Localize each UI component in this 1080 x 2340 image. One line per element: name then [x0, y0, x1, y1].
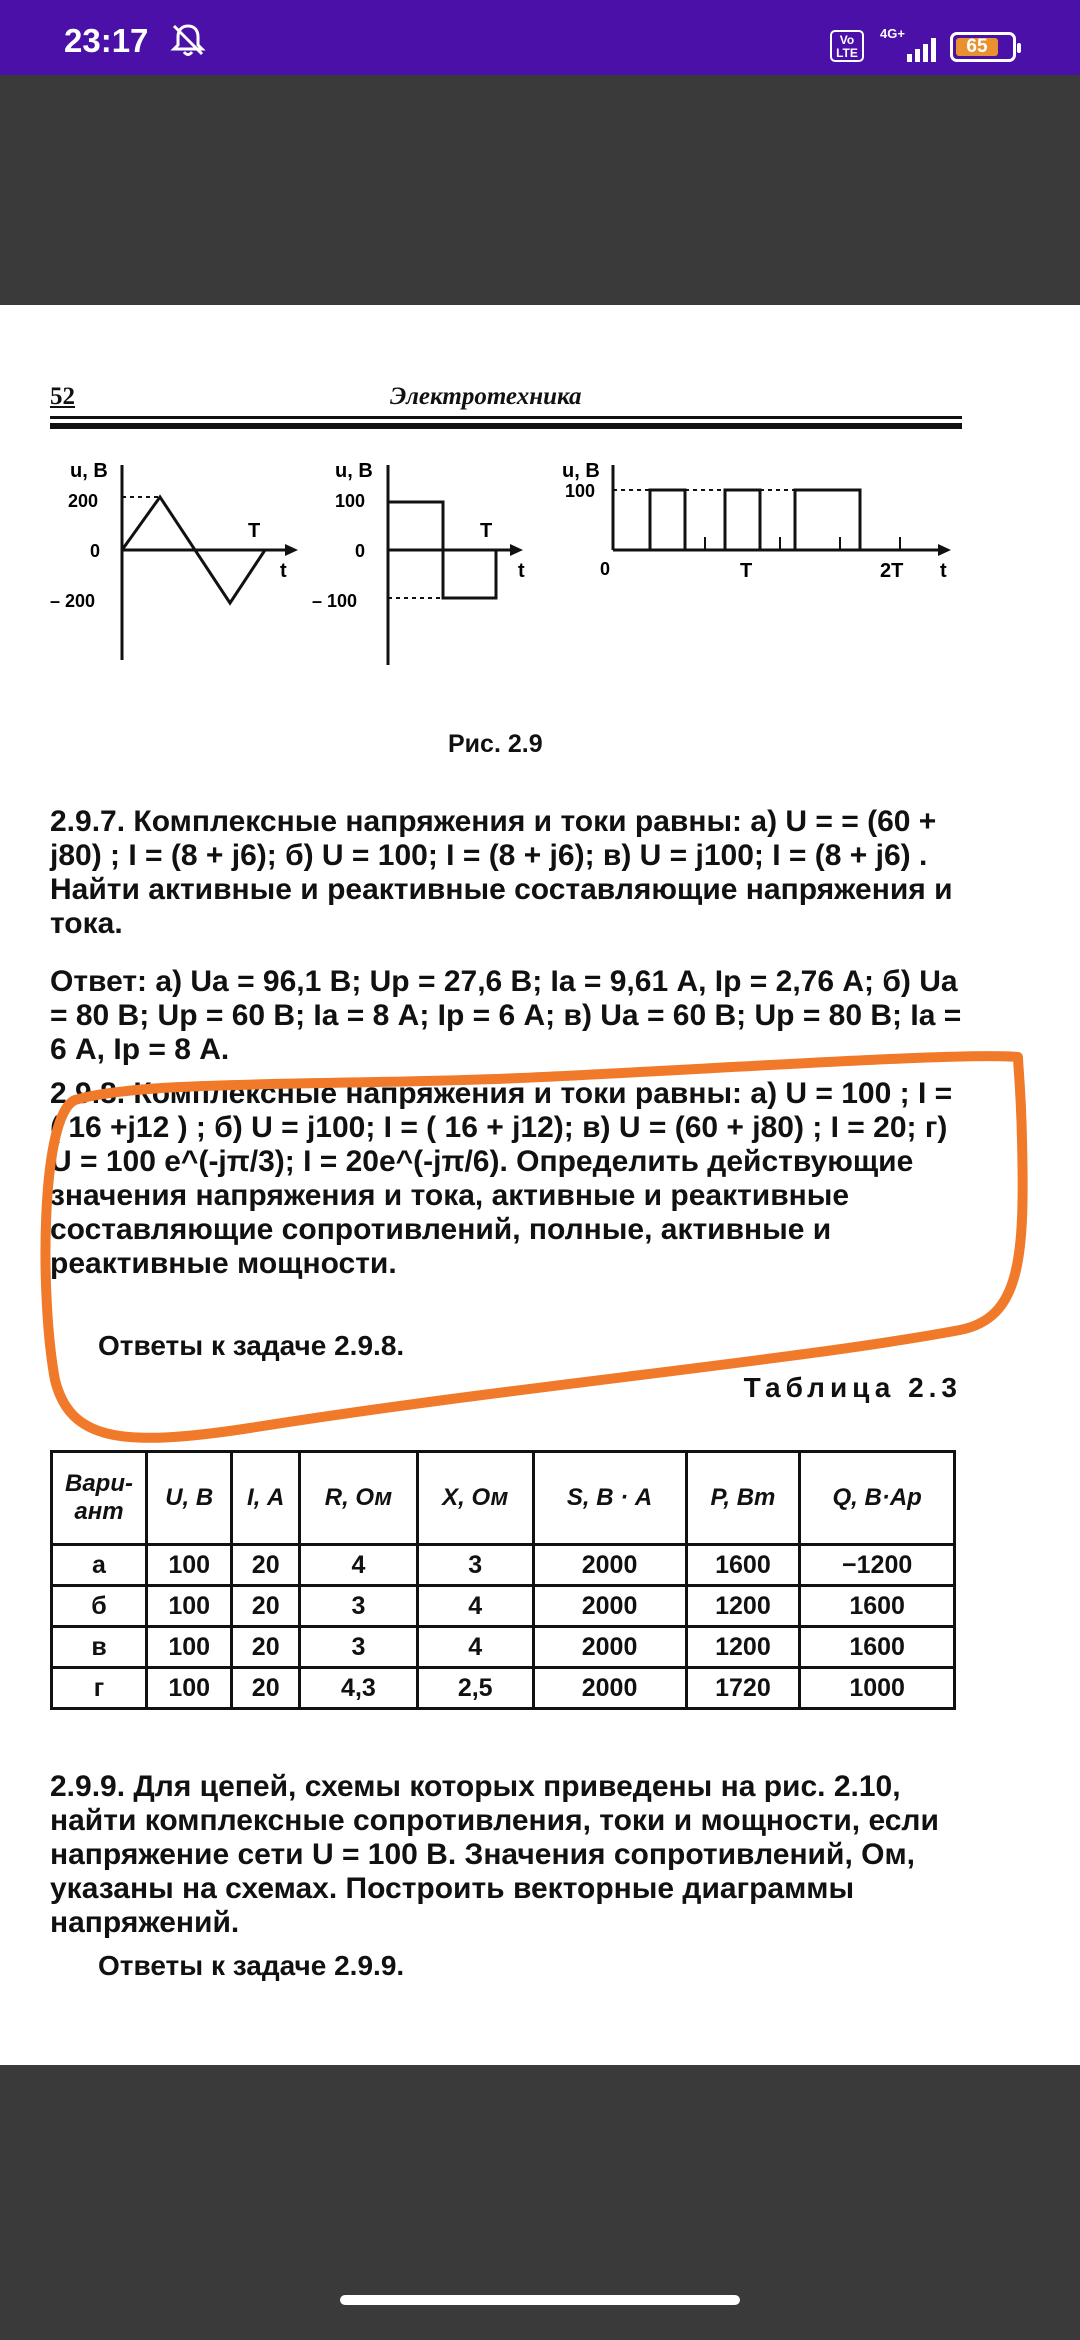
table-row	[52, 1627, 955, 1668]
table-cell: 20	[232, 1627, 300, 1668]
col-i: I, А	[232, 1452, 300, 1545]
col-u: U, В	[147, 1452, 232, 1545]
table-header-row	[52, 1452, 955, 1545]
table-cell: 1600	[686, 1545, 800, 1586]
plot-square	[312, 460, 525, 665]
plot-pulse	[562, 460, 951, 582]
col-r: R, Ом	[299, 1452, 417, 1545]
battery-level: 65	[966, 36, 988, 57]
table-cell: в	[52, 1627, 147, 1668]
table-cell: 20	[232, 1586, 300, 1627]
answers-label-2-9-9: Ответы к задаче 2.9.9.	[98, 1950, 405, 1981]
answer-2-9-7: Ответ: а) Uа = 96,1 В; Uр = 27,6 В; Iа = 9,61 А, Iр = 2,76 А; б) Uа = 80 В; Uр = 60 В; Iа = 8 А; Iр = 6 А; в) Uа = 60 В; Uр = 80 В; Iа = 6 А, Iр = 8 А.	[50, 965, 962, 1066]
table-cell: 4	[299, 1545, 417, 1586]
battery-icon	[950, 32, 1016, 62]
plot2-xlabel: t	[518, 560, 525, 582]
network-type: 4G+	[880, 26, 905, 41]
status-bar	[0, 0, 1080, 75]
plot2-ylabel: u, B	[335, 460, 373, 482]
page-title: Электротехника	[390, 383, 582, 410]
figure-caption: Рис. 2.9	[448, 730, 543, 758]
mute-icon	[168, 20, 208, 60]
table-cell: 2,5	[417, 1668, 533, 1709]
col-x: X, Ом	[417, 1452, 533, 1545]
plot1-tick-200: 200	[68, 491, 99, 511]
plot3-origin: 0	[600, 559, 611, 579]
col-variant: Вари-ант	[52, 1452, 147, 1545]
table-cell: 1200	[686, 1586, 800, 1627]
table-cell: 1600	[800, 1586, 955, 1627]
waveform-figure	[40, 455, 980, 675]
table-cell: 1000	[800, 1668, 955, 1709]
col-q: Q, В·Ар	[800, 1452, 955, 1545]
table-cell: 20	[232, 1668, 300, 1709]
table-cell: 2000	[533, 1627, 686, 1668]
table-cell: 2000	[533, 1545, 686, 1586]
problem-2-9-9: 2.9.9. Для цепей, схемы которых приведены на рис. 2.10, найти комплексные сопротивления, токи и мощности, если напряжение сети U = 100 В. Значения сопротивлений, Ом, указаны на схемах. Построить векторные диаграммы напряжений.	[50, 1770, 939, 1939]
table-cell: 2000	[533, 1586, 686, 1627]
problem-2-9-7: 2.9.7. Комплексные напряжения и токи равны: а) U = = (60 + j80) ; I = (8 + j6); б) U = 100; I = (8 + j6); в) U = j100; I = (8 + j6) . Найти активные и реактивные составляющие напряжения и тока.	[50, 805, 953, 940]
table-cell: а	[52, 1545, 147, 1586]
table-cell: 20	[232, 1545, 300, 1586]
table-cell: г	[52, 1668, 147, 1709]
plot2-tick-m100: – 100	[312, 591, 358, 611]
table-cell: 3	[417, 1545, 533, 1586]
table-cell: 2000	[533, 1668, 686, 1709]
page-number: 52	[50, 383, 75, 410]
table-cell: 3	[299, 1586, 417, 1627]
table-cell: 1720	[686, 1668, 800, 1709]
answers-label-2-9-8: Ответы к задаче 2.9.8.	[98, 1330, 405, 1361]
volte-badge: Vo LTE	[830, 30, 864, 62]
plot1-tick-m200: – 200	[50, 591, 96, 611]
table-cell: −1200	[800, 1545, 955, 1586]
results-table	[50, 1450, 956, 1710]
table-cell: 1600	[800, 1627, 955, 1668]
plot3-xlabel: t	[940, 560, 947, 582]
plot3-period2: 2T	[880, 560, 904, 582]
plot1-ylabel: u, B	[70, 460, 108, 482]
page-header	[50, 383, 962, 413]
plot-triangle	[50, 460, 298, 660]
plot1-tick-0: 0	[90, 541, 101, 561]
table-caption: Таблица 2.3	[743, 1372, 962, 1403]
table-cell: 4	[417, 1586, 533, 1627]
table-cell: 1200	[686, 1627, 800, 1668]
signal-icon	[905, 38, 941, 62]
plot3-ylabel: u, B	[562, 460, 600, 482]
col-p: P, Вт	[686, 1452, 800, 1545]
problem-2-9-8: 2.9.8. Комплексные напряжения и токи равны: а) U = 100 ; I = ( 16 +j12 ) ; б) U = j100; I = ( 16 + j12); в) U = (60 + j80) ; I = 20; г) U = 100 e^(-jπ/3); I = 20e^(-jπ/6). Определить действующие значения напряжения и тока, активные и реактивные составляющие сопротивлений, полные, активные и реактивные мощности.	[50, 1077, 953, 1280]
table-cell: 4,3	[299, 1668, 417, 1709]
table-row	[52, 1668, 955, 1709]
plot2-period: T	[480, 520, 493, 542]
table-row	[52, 1586, 955, 1627]
plot1-xlabel: t	[280, 560, 287, 582]
plot2-tick-100: 100	[335, 491, 366, 511]
gesture-nav-bar[interactable]	[340, 2295, 740, 2305]
table-row	[52, 1545, 955, 1586]
status-time: 23:17	[64, 22, 149, 59]
plot1-period: T	[248, 520, 261, 542]
table-cell: б	[52, 1586, 147, 1627]
book-page	[0, 305, 1080, 2065]
table-cell: 3	[299, 1627, 417, 1668]
col-s: S, В · А	[533, 1452, 686, 1545]
table-cell: 100	[147, 1627, 232, 1668]
table-cell: 4	[417, 1627, 533, 1668]
table-cell: 100	[147, 1586, 232, 1627]
table-cell: 100	[147, 1545, 232, 1586]
plot3-tick-100: 100	[565, 481, 596, 501]
table-cell: 100	[147, 1668, 232, 1709]
plot3-period: T	[740, 560, 753, 582]
plot2-tick-0: 0	[355, 541, 366, 561]
